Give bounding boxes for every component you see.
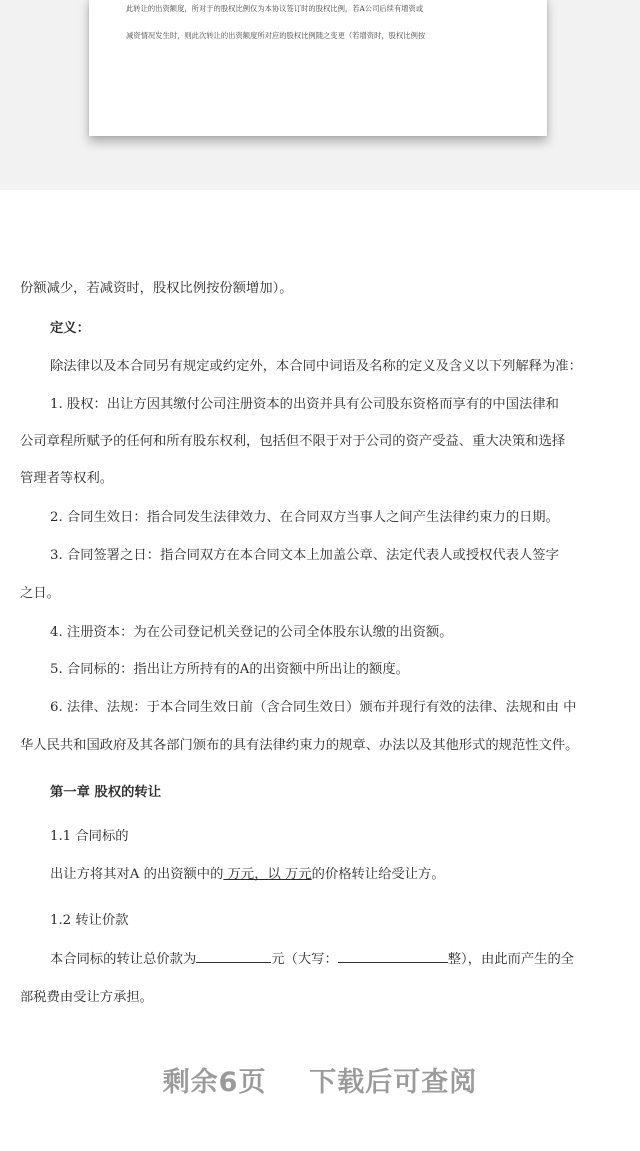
section-1-1-amounts: 万元，以 万元 <box>223 867 312 882</box>
definition-item-1-line-3: 管理者等权利。 <box>20 471 114 486</box>
section-1-2-text-mid: 元（大写： <box>271 952 338 967</box>
download-prompt[interactable] <box>0 1060 640 1099</box>
definition-item-5: 5. 合同标的：指出让方所持有的A的出资额中所出让的额度。 <box>50 662 409 677</box>
section-1-1-text-post: 的价格转让给受让方。 <box>311 867 445 882</box>
definition-heading: 定义： <box>50 321 90 336</box>
download-to-view-label: 下载后可查阅 <box>309 1067 478 1098</box>
definition-intro: 除法律以及本合同另有规定或约定外，本合同中词语及名称的定义及含义以下列解释为准： <box>50 359 582 374</box>
document-page-preview <box>89 0 547 136</box>
definition-item-1-line-2: 公司章程所赋予的任何和所有股东权利，包括但不限于对于公司的资产受益、重大决策和选择 <box>20 434 566 449</box>
preview-line-1: 此转让的出资额度，所对于的股权比例仅为本协议签订时的股权比例，若A公司后续有增资或 <box>126 4 424 13</box>
section-1-1-text <box>50 863 445 882</box>
definition-item-4: 4. 注册资本：为在公司登记机关登记的公司全体股东认缴的出资额。 <box>50 625 453 640</box>
section-1-2-heading: 1.2 转让价款 <box>50 913 129 928</box>
remaining-pages-label: 剩余6页 <box>162 1067 267 1098</box>
continuation-text: 份额减少，若减资时，股权比例按份额增加）。 <box>20 281 293 296</box>
section-1-1-text-pre: 出让方将其对A 的出资额中的 <box>50 867 224 882</box>
definition-item-6-line-1: 6. 法律、法规：于本合同生效日前（含合同生效日）颁布并现行有效的法律、法规和由 中 <box>50 700 577 715</box>
section-1-1-heading: 1.1 合同标的 <box>50 829 129 844</box>
chapter-1-heading: 第一章 股权的转让 <box>50 785 162 800</box>
price-blank <box>196 950 271 963</box>
price-words-blank <box>338 950 448 963</box>
definition-item-3-line-2: 之日。 <box>20 586 60 601</box>
definition-item-6-line-2: 华人民共和国政府及其各部门颁布的具有法律约束力的规章、办法以及其他形式的规范性文件。 <box>20 738 579 753</box>
definition-item-1-line-1: 1. 股权：出让方因其缴付公司注册资本的出资并具有公司股东资格而享有的中国法律和 <box>50 397 559 412</box>
section-1-2-text-pre: 本合同标的转让总价款为 <box>50 952 197 967</box>
definition-item-3-line-1: 3. 合同签署之日：指合同双方在本合同文本上加盖公章、法定代表人或授权代表人签字 <box>50 548 559 563</box>
definition-item-2: 2. 合同生效日：指合同发生法律效力、在合同双方当事人之间产生法律约束力的日期。 <box>50 510 559 525</box>
section-1-2-line-1 <box>50 948 574 967</box>
section-1-2-line-2: 部税费由受让方承担。 <box>20 990 153 1005</box>
preview-line-2: 减资情况发生时，则此次转让的出资额度所对应的股权比例随之变更（若增资时，股权比例按 <box>126 31 426 40</box>
section-1-2-text-post: 整），由此而产生的全 <box>447 952 575 967</box>
